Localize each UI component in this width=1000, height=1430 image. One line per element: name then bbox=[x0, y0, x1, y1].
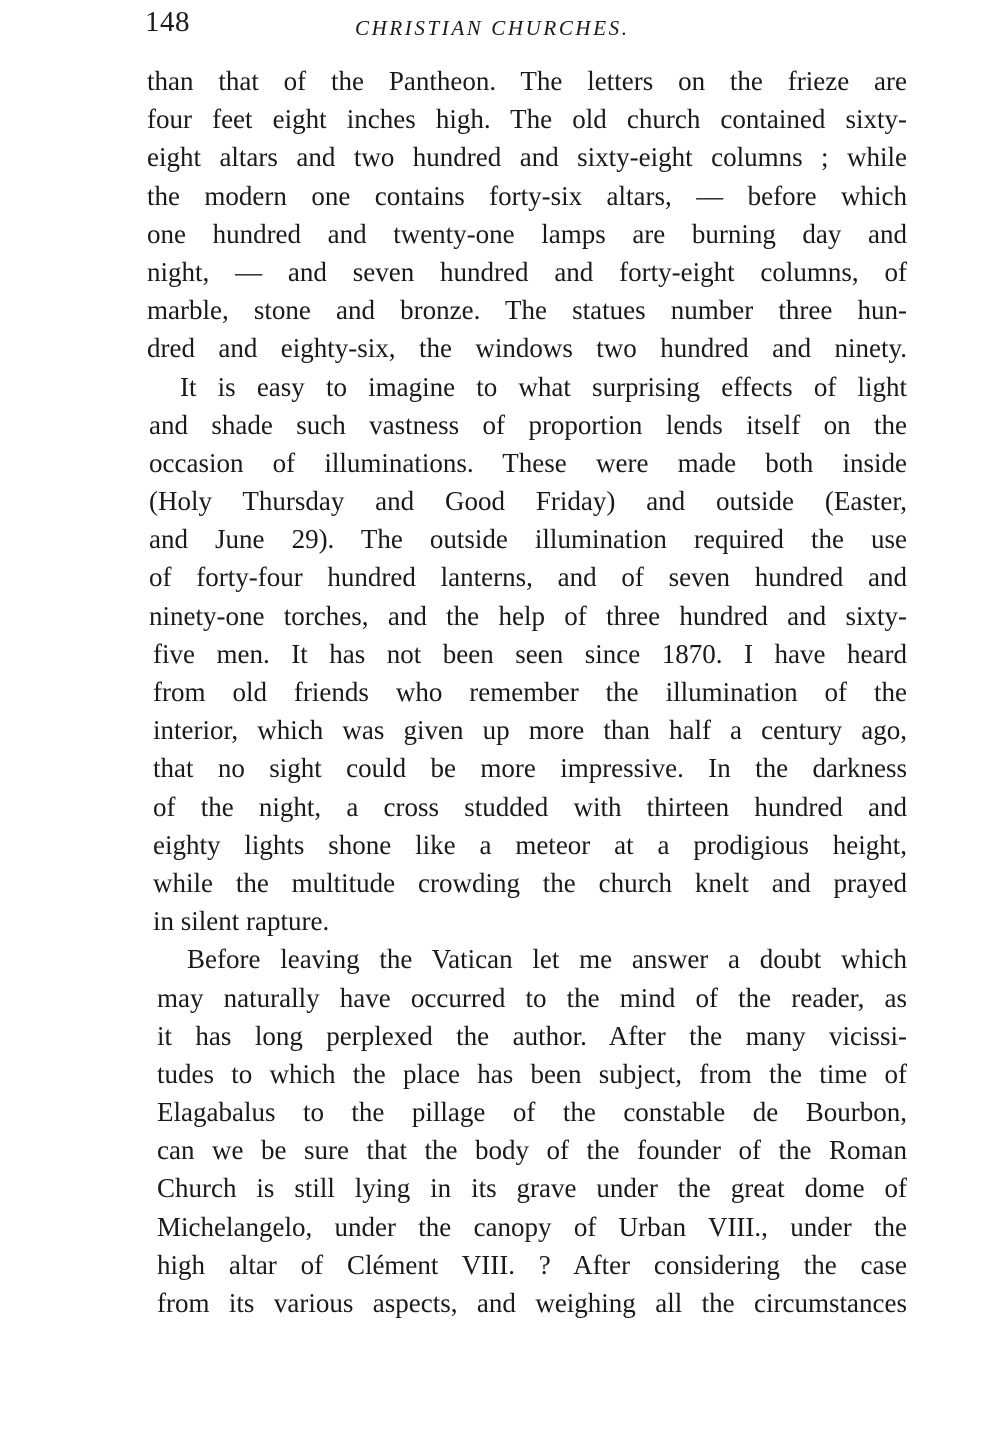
text-line: tudes to which the place has been subject, from the time of bbox=[157, 1058, 907, 1089]
text-line: can we be sure that the body of the founder of the Roman bbox=[157, 1135, 907, 1166]
text-line: while the multitude crowding the church knelt and prayed bbox=[153, 867, 907, 898]
text-line: the modern one contains forty-six altars, — before which bbox=[147, 180, 907, 211]
paragraph-2 bbox=[147, 368, 907, 941]
text-line: and shade such vastness of proportion lends itself on the bbox=[149, 409, 907, 440]
text-line: and June 29). The outside illumination required the use bbox=[149, 524, 907, 555]
text-line: four feet eight inches high. The old church contained sixty- bbox=[147, 104, 907, 135]
text-line: one hundred and twenty-one lamps are burning day and bbox=[147, 218, 907, 249]
text-line: that no sight could be more impressive. In the darkness bbox=[153, 753, 907, 784]
text-line: in silent rapture. bbox=[153, 906, 330, 937]
text-line: than that of the Pantheon. The letters on the frieze are bbox=[147, 66, 907, 96]
text-line: of the night, a cross studded with thirteen hundred and bbox=[153, 791, 907, 822]
text-line: Michelangelo, under the canopy of Urban VIII., under the bbox=[157, 1211, 907, 1242]
text-line: It is easy to imagine to what surprising effects of light bbox=[180, 371, 907, 402]
text-line: Elagabalus to the pillage of the constable de Bourbon, bbox=[157, 1097, 907, 1128]
text-line: may naturally have occurred to the mind of the reader, as bbox=[157, 982, 907, 1013]
running-head: CHRISTIAN CHURCHES. bbox=[355, 16, 630, 40]
page-header bbox=[145, 6, 915, 46]
text-line: it has long perplexed the author. After the many vicissi- bbox=[157, 1020, 907, 1051]
text-line: five men. It has not been seen since 1870. I have heard bbox=[153, 638, 907, 669]
text-line: Before leaving the Vatican let me answer a doubt which bbox=[187, 944, 907, 975]
text-line: from old friends who remember the illumination of the bbox=[153, 677, 907, 707]
text-line: from its various aspects, and weighing all the circumstances bbox=[157, 1288, 907, 1318]
text-line: occasion of illuminations. These were made both inside bbox=[149, 447, 907, 478]
page-number: 148 bbox=[145, 6, 190, 38]
paragraph-1 bbox=[147, 62, 907, 368]
text-line: high altar of Clément VIII. ? After considering the case bbox=[157, 1249, 907, 1280]
text-line: ninety-one torches, and the help of three hundred and sixty- bbox=[149, 600, 907, 631]
text-line: interior, which was given up more than half a century ago, bbox=[153, 715, 907, 746]
text-line: eighty lights shone like a meteor at a prodigious height, bbox=[153, 829, 907, 860]
text-line: (Holy Thursday and Good Friday) and outside (Easter, bbox=[149, 486, 907, 517]
text-line: Church is still lying in its grave under the great dome of bbox=[157, 1173, 907, 1204]
body-text bbox=[147, 62, 907, 1322]
text-line: dred and eighty-six, the windows two hundred and ninety. bbox=[147, 333, 907, 364]
text-line: marble, stone and bronze. The statues number three hun- bbox=[147, 295, 907, 326]
text-line: of forty-four hundred lanterns, and of seven hundred and bbox=[149, 562, 907, 593]
paragraph-3 bbox=[147, 940, 907, 1322]
text-line: eight altars and two hundred and sixty-eight columns ; while bbox=[147, 142, 907, 173]
text-line: night, — and seven hundred and forty-eight columns, of bbox=[147, 256, 907, 287]
